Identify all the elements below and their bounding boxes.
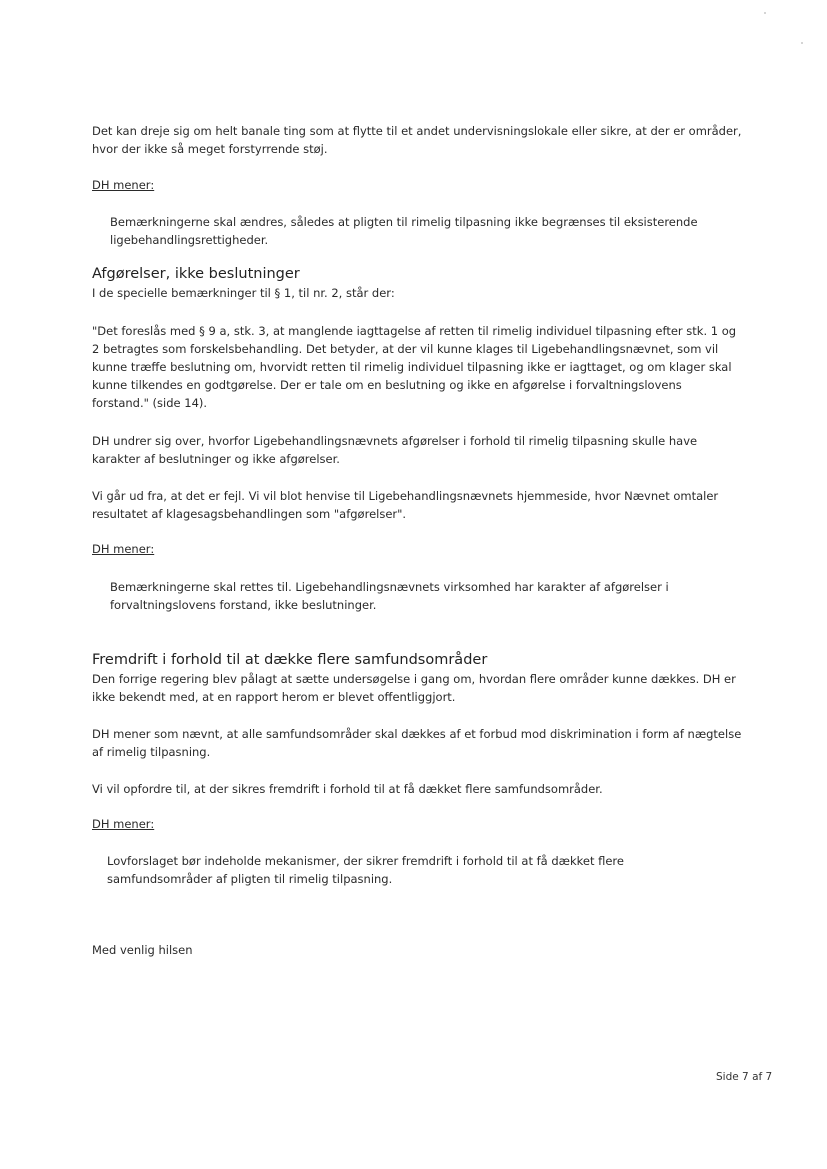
citation-paragraph: "Det foreslås med § 9 a, stk. 3, at manglende iagttagelse af retten til rimelig individuel tilpasning efter stk. 1 og 2 betragtes som forskelsbehandling. Det betyder, at der vil kunne klages til Ligebehandlingsnævnet, som vil kunne træffe beslutning om, hvorvidt retten til rimelig individuel tilpasning ikke er iagttaget, og om klager skal kunne tilkendes en godtgørelse. Der er tale om en beslutning og ikke en afgørelse i forvaltningslovens forstand." (side 14). — [92, 324, 737, 410]
paragraph: DH undrer sig over, hvorfor Ligebehandlingsnævnets afgørelser i forhold til rimelig tilpasning skulle have karakter af beslutninger og ikke afgørelser. — [92, 434, 698, 466]
section-heading-title: Afgørelser, ikke beslutninger — [92, 266, 300, 282]
paragraph-intro: Det kan dreje sig om helt banale ting som at flytte til et andet undervisningslokale eller sikre, at der er områder, hvor der ikke så meget forstyrrende støj. — [92, 124, 742, 156]
paragraph: DH mener som nævnt, at alle samfundsområder skal dækkes af et forbud mod diskrimination i form af nægtelse af rimelig tilpasning. — [92, 727, 742, 759]
closing-salutation: Med venlig hilsen — [92, 943, 193, 957]
dh-position-quote: Bemærkningerne skal rettes til. Ligebehandlingsnævnets virksomhed har karakter af afgørelser i forvaltningslovens forstand, ikke beslutninger. — [110, 580, 669, 612]
dh-mener-label: DH mener: — [92, 542, 155, 556]
dh-mener-label: DH mener: — [92, 178, 155, 192]
section-heading — [92, 265, 300, 283]
dh-position-quote: Lovforslaget bør indeholde mekanismer, der sikrer fremdrift i forhold til at få dækket flere samfundsområder af pligten til rimelig tilpasning. — [107, 854, 624, 886]
section-heading — [92, 651, 487, 669]
dh-mener-label: DH mener: — [92, 817, 155, 831]
section-intro: Den forrige regering blev pålagt at sætte undersøgelse i gang om, hvordan flere områder kunne dækkes. DH er ikke bekendt med, at en rapport herom er blevet offentliggjort. — [92, 672, 736, 704]
dh-position-quote: Bemærkningerne skal ændres, således at pligten til rimelig tilpasning ikke begrænses til eksisterende ligebehandlingsrettigheder. — [110, 215, 698, 247]
section-heading-title: Fremdrift i forhold til at dække flere samfundsområder — [92, 652, 488, 668]
scan-speck — [801, 42, 803, 44]
page-number: Side 7 af 7 — [716, 1071, 773, 1083]
scan-speck — [764, 12, 766, 14]
paragraph: Vi vil opfordre til, at der sikres fremdrift i forhold til at få dækket flere samfundsområder. — [92, 782, 603, 796]
paragraph: Vi går ud fra, at det er fejl. Vi vil blot henvise til Ligebehandlingsnævnets hjemmeside, hvor Nævnet omtaler resultatet af klagesagsbehandlingen som "afgørelser". — [92, 489, 719, 521]
section-intro: I de specielle bemærkninger til § 1, til nr. 2, står der: — [92, 286, 395, 300]
